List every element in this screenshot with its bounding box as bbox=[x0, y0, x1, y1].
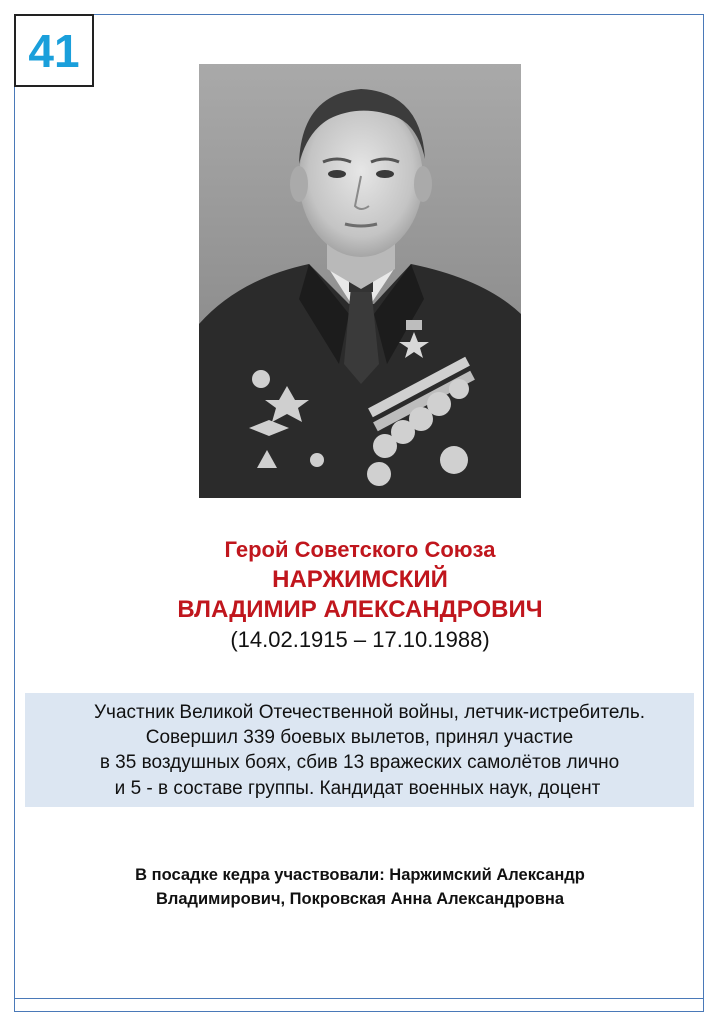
bio-box bbox=[25, 693, 694, 807]
portrait-photo bbox=[199, 64, 521, 498]
page-number: 41 bbox=[28, 24, 80, 77]
bio-line-3: в 35 воздушных боях, сбив 13 вражеских самолётов лично bbox=[99, 752, 620, 773]
bio-line-4: и 5 - в составе группы. Кандидат военных наук, доцент bbox=[114, 778, 601, 799]
planting-line-2: Владимирович, Покровская Анна Александровна bbox=[155, 890, 565, 908]
frame-bottom-rule bbox=[14, 998, 704, 999]
life-dates: (14.02.1915 – 17.10.1988) bbox=[230, 627, 490, 652]
honor-title: Герой Советского Союза bbox=[224, 537, 496, 562]
page-number-box bbox=[14, 14, 94, 87]
planting-line-1: В посадке кедра участвовали: Наржимский Александр bbox=[135, 866, 585, 884]
surname: НАРЖИМСКИЙ bbox=[272, 566, 448, 593]
title-block bbox=[0, 535, 720, 655]
portrait-photo-icon bbox=[199, 64, 521, 498]
bio-line-2: Совершил 339 боевых вылетов, принял участие bbox=[145, 727, 574, 748]
planting-note bbox=[0, 863, 720, 911]
given-names: ВЛАДИМИР АЛЕКСАНДРОВИЧ bbox=[177, 596, 543, 623]
bio-line-1: Участник Великой Отечественной войны, летчик-истребитель. bbox=[93, 702, 646, 723]
